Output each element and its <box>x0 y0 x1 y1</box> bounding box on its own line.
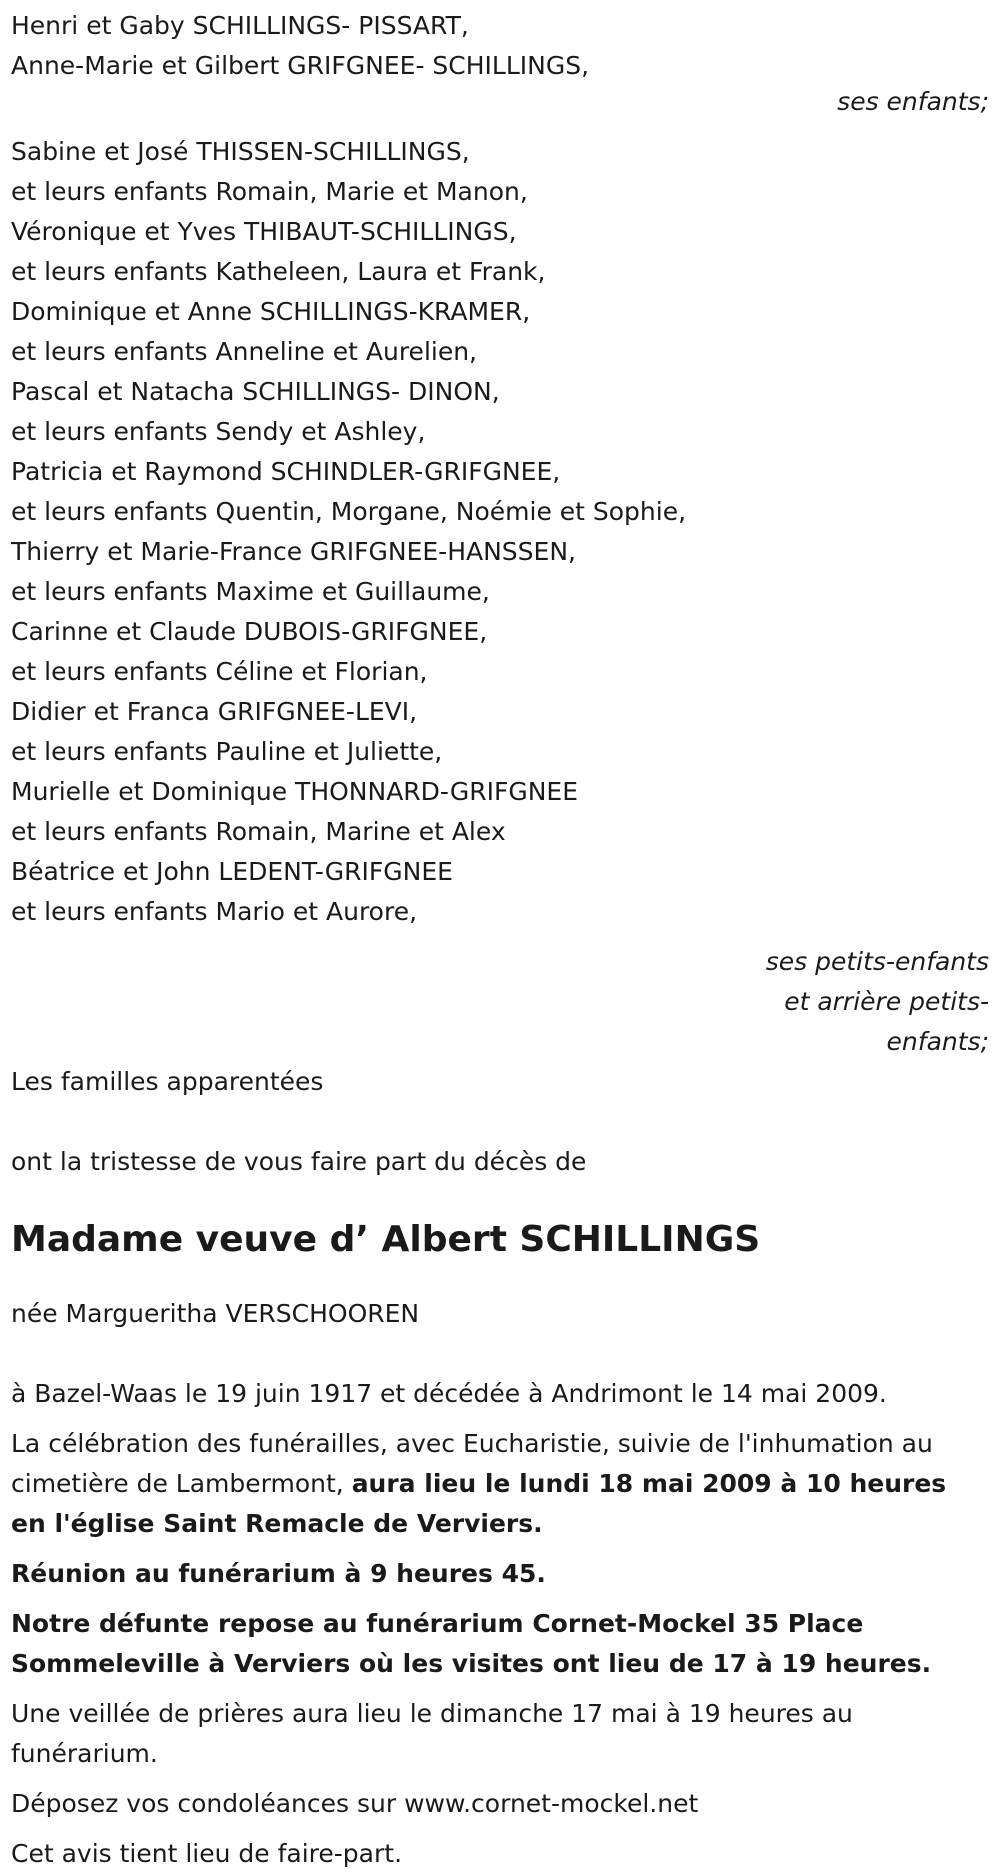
notice-paragraph: Cet avis tient lieu de faire-part. <box>11 1839 403 1868</box>
children-block <box>11 6 989 122</box>
grandchildren-role-line: ses petits-enfants <box>765 947 989 976</box>
grandchildren-line: Véronique et Yves THIBAUT-SCHILLINGS, <box>11 217 517 246</box>
grandchildren-line: et leurs enfants Katheleen, Laura et Frank, <box>11 257 546 286</box>
ceremony-time-place: aura lieu le lundi 18 mai 2009 à 10 heures en l'église Saint Remacle de Verviers. <box>11 1469 947 1538</box>
spacer <box>11 1268 989 1294</box>
children-line: Anne-Marie et Gilbert GRIFGNEE- SCHILLINGS, <box>11 51 590 80</box>
vigil-paragraph: Une veillée de prières aura lieu le dimanche 17 mai à 19 heures au funérarium. <box>11 1699 853 1768</box>
grandchildren-line: et leurs enfants Anneline et Aurelien, <box>11 337 478 366</box>
spacer <box>11 1102 989 1142</box>
grandchildren-line: Pascal et Natacha SCHILLINGS- DINON, <box>11 377 500 406</box>
condolences-paragraph: Déposez vos condoléances sur www.cornet-mockel.net <box>11 1789 699 1818</box>
grandchildren-line: Murielle et Dominique THONNARD-GRIFGNEE <box>11 777 579 806</box>
ceremony-paragraph <box>11 1424 989 1544</box>
grandchildren-line: Carinne et Claude DUBOIS-GRIFGNEE, <box>11 617 488 646</box>
grandchildren-line: et leurs enfants Sendy et Ashley, <box>11 417 426 446</box>
dates-paragraph: à Bazel-Waas le 19 juin 1917 et décédée à Andrimont le 14 mai 2009. <box>11 1379 887 1408</box>
grandchildren-line: et leurs enfants Maxime et Guillaume, <box>11 577 490 606</box>
birth-name: née Margueritha VERSCHOOREN <box>11 1299 420 1328</box>
obituary-text <box>11 6 989 1874</box>
grandchildren-line: et leurs enfants Céline et Florian, <box>11 657 428 686</box>
related-families: Les familles apparentées <box>11 1067 324 1096</box>
children-role: ses enfants; <box>837 87 989 116</box>
spacer <box>11 1182 989 1212</box>
meeting-paragraph: Réunion au funérarium à 9 heures 45. <box>11 1559 546 1588</box>
grandchildren-line: Thierry et Marie-France GRIFGNEE-HANSSEN, <box>11 537 576 566</box>
children-line: Henri et Gaby SCHILLINGS- PISSART, <box>11 11 469 40</box>
grandchildren-line: Patricia et Raymond SCHINDLER-GRIFGNEE, <box>11 457 561 486</box>
grandchildren-line: et leurs enfants Pauline et Juliette, <box>11 737 443 766</box>
announcement-line: ont la tristesse de vous faire part du décès de <box>11 1147 587 1176</box>
spacer <box>11 1334 989 1374</box>
grandchildren-role-line: enfants; <box>886 1027 989 1056</box>
grandchildren-line: Dominique et Anne SCHILLINGS-KRAMER, <box>11 297 531 326</box>
grandchildren-line: Béatrice et John LEDENT-GRIFGNEE <box>11 857 453 886</box>
rest-paragraph: Notre défunte repose au funérarium Cornet-Mockel 35 Place Sommeleville à Verviers où les visites ont lieu de 17 à 19 heures. <box>11 1609 932 1678</box>
grandchildren-line: et leurs enfants Quentin, Morgane, Noémie et Sophie, <box>11 497 687 526</box>
grandchildren-role <box>11 942 989 1062</box>
grandchildren-line: et leurs enfants Romain, Marine et Alex <box>11 817 506 846</box>
ceremony-intro: La célébration des funérailles, avec Eucharistie, suivie de l'inhumation au cimetière de Lambermont, <box>11 1429 933 1498</box>
grandchildren-line: Didier et Franca GRIFGNEE-LEVI, <box>11 697 418 726</box>
grandchildren-block <box>11 132 989 1062</box>
grandchildren-role-line: et arrière petits- <box>784 987 989 1016</box>
grandchildren-line: et leurs enfants Mario et Aurore, <box>11 897 418 926</box>
grandchildren-line: et leurs enfants Romain, Marie et Manon, <box>11 177 528 206</box>
deceased-name: Madame veuve d’ Albert SCHILLINGS <box>11 1219 761 1260</box>
grandchildren-line: Sabine et José THISSEN-SCHILLINGS, <box>11 137 470 166</box>
